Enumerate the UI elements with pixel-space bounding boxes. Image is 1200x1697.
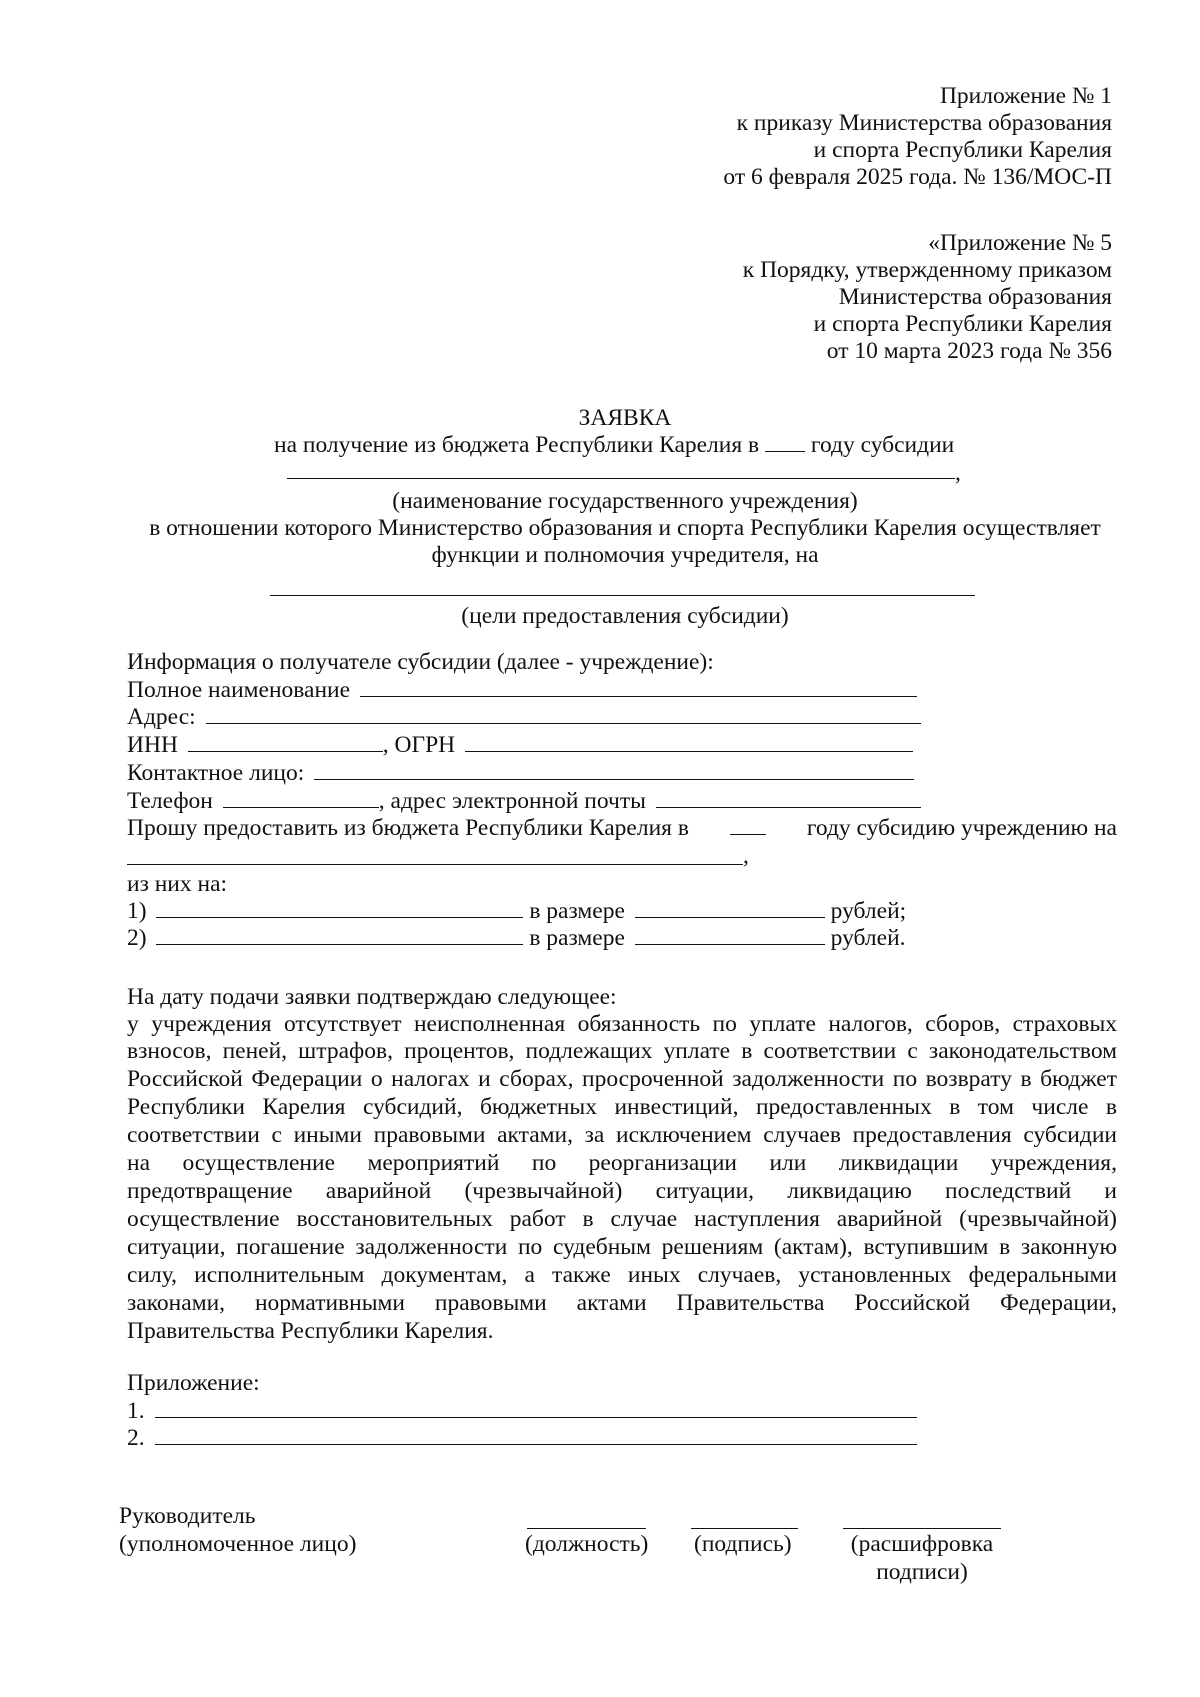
position-caption: (должность) [525, 1531, 649, 1557]
title-line-3: в отношении которого Министерство образования и спорта Республики Карелия осуществляет [149, 515, 1101, 541]
confirm-line: осуществление восстановительных работ в случае наступления аварийной (чрезвычайной) [127, 1206, 1117, 1232]
signature-caption: (подпись) [694, 1531, 792, 1557]
confirm-last-line: Правительства Республики Карелия. [127, 1318, 494, 1344]
contact-row [127, 759, 914, 787]
inn-ogrn-row [127, 731, 913, 759]
email-label: , адрес электронной почты [378, 788, 646, 814]
item-1-currency: рублей; [830, 898, 907, 924]
confirm-line: взносов, пеней, штрафов, процентов, подлежащих уплате в соответствии с законодательством [127, 1038, 1117, 1064]
signature-head-1: Руководитель [119, 1503, 256, 1529]
item-1-amount-label: в размере [529, 898, 625, 924]
full-name-label: Полное наименование [127, 677, 351, 703]
attachment-2-number: 2. [127, 1425, 145, 1451]
header1-line-2: к приказу Министерства образования [736, 110, 1112, 136]
confirm-line: на осуществление мероприятий по реорганизации или ликвидации учреждения, [127, 1150, 1117, 1176]
title-line-1-end: году субсидии [810, 432, 955, 458]
item-1-number: 1) [127, 898, 147, 924]
ogrn-label: , ОГРН [382, 732, 456, 758]
header2-line-2: к Порядку, утвержденному приказом [742, 257, 1112, 283]
address-field[interactable] [206, 703, 921, 724]
header1-line-3: и спорта Республики Карелия [813, 137, 1112, 163]
signature-line[interactable] [691, 1528, 798, 1529]
confirm-line: силу, исполнительным документам, а также иных случаев, установленных федеральными [127, 1262, 1117, 1288]
subsidy-purpose-caption: (цели предоставления субсидии) [461, 603, 789, 629]
phone-label: Телефон [127, 788, 213, 814]
name-decode-line[interactable] [843, 1528, 1001, 1529]
phone-field[interactable] [223, 787, 379, 808]
item-2-purpose-field[interactable] [156, 924, 523, 945]
year-blank-1 [765, 431, 805, 452]
attachment-1-field[interactable] [155, 1397, 917, 1418]
signature-head-2: (уполномоченное лицо) [119, 1531, 357, 1557]
confirm-line: у учреждения отсутствует неисполненная обязанность по уплате налогов, сборов, страховых [127, 1011, 1117, 1037]
title-line-1 [274, 431, 954, 459]
institution-name-caption: (наименование государственного учреждения) [392, 488, 858, 514]
year-blank-2[interactable] [730, 814, 766, 835]
item-1-row [127, 897, 906, 925]
contact-label: Контактное лицо: [127, 760, 305, 786]
confirm-heading: На дату подачи заявки подтверждаю следующее: [127, 984, 617, 1010]
address-label: Адрес: [127, 704, 196, 730]
full-name-field[interactable] [360, 676, 917, 697]
header2-line-5: от 10 марта 2023 года № 356 [826, 338, 1112, 364]
confirm-line: соответствии с иными правовыми актами, за исключением случаев предоставления субсидии [127, 1122, 1117, 1148]
title-line-1-start: на получение из бюджета Республики Карелия в [274, 432, 760, 458]
item-2-amount-field[interactable] [635, 924, 825, 945]
item-1-purpose-field[interactable] [156, 897, 523, 918]
item-2-currency: рублей. [830, 925, 906, 951]
of-which-label: из них на: [127, 871, 228, 897]
ogrn-field[interactable] [465, 731, 913, 752]
phone-email-row [127, 787, 921, 815]
subsidy-purpose-line [270, 595, 975, 596]
attachment-2-row [127, 1424, 917, 1452]
institution-name-line [287, 478, 955, 479]
confirm-line: ситуации, погашение задолженности по судебным решениям (актам), вступившим в законную [127, 1234, 1117, 1260]
request-purpose-line[interactable] [127, 864, 743, 865]
confirm-paragraph [127, 1010, 1117, 1345]
email-field[interactable] [656, 787, 921, 808]
info-heading: Информация о получателе субсидии (далее - учреждение): [127, 649, 714, 675]
attachments-heading: Приложение: [127, 1370, 260, 1396]
attachment-1-number: 1. [127, 1398, 145, 1424]
item-2-amount-label: в размере [529, 925, 625, 951]
request-text-end: году субсидию учреждению на [806, 815, 1117, 841]
confirm-line: Республики Карелия субсидий, бюджетных инвестиций, предоставленных в том числе в [127, 1094, 1117, 1120]
title-line-4: функции и полномочия учредителя, на [431, 542, 819, 568]
attachment-1-row [127, 1397, 917, 1425]
inn-field[interactable] [188, 731, 383, 752]
request-text-start: Прошу предоставить из бюджета Республики Карелия в [127, 815, 689, 841]
header1-line-1: Приложение № 1 [939, 83, 1112, 109]
name-decode-caption-2: подписи) [876, 1559, 968, 1585]
name-decode-caption-1: (расшифровка [850, 1531, 994, 1557]
request-row [127, 814, 1117, 842]
item-2-number: 2) [127, 925, 147, 951]
header1-line-4: от 6 февраля 2025 года. № 136/МОС-П [723, 164, 1112, 190]
header2-line-3: Министерства образования [838, 284, 1112, 310]
header2-line-1: «Приложение № 5 [928, 230, 1112, 256]
contact-field[interactable] [314, 759, 914, 780]
document-title: ЗАЯВКА [578, 405, 672, 431]
confirm-line: предотвращение аварийной (чрезвычайной) ситуации, ликвидацию последствий и [127, 1178, 1117, 1204]
title-comma: , [955, 460, 961, 486]
item-2-row [127, 924, 906, 952]
full-name-row [127, 676, 917, 704]
header2-line-4: и спорта Республики Карелия [813, 311, 1112, 337]
confirm-line: законами, нормативными правовыми актами Правительства Российской Федерации, [127, 1290, 1117, 1316]
inn-label: ИНН [127, 732, 178, 758]
position-line[interactable] [527, 1528, 646, 1529]
address-row [127, 703, 921, 731]
attachment-2-field[interactable] [155, 1424, 917, 1445]
item-1-amount-field[interactable] [635, 897, 825, 918]
confirm-line: Российской Федерации о налогах и сборах, просроченной задолженности по возврату в бюджет [127, 1066, 1117, 1092]
request-comma: , [743, 843, 749, 869]
